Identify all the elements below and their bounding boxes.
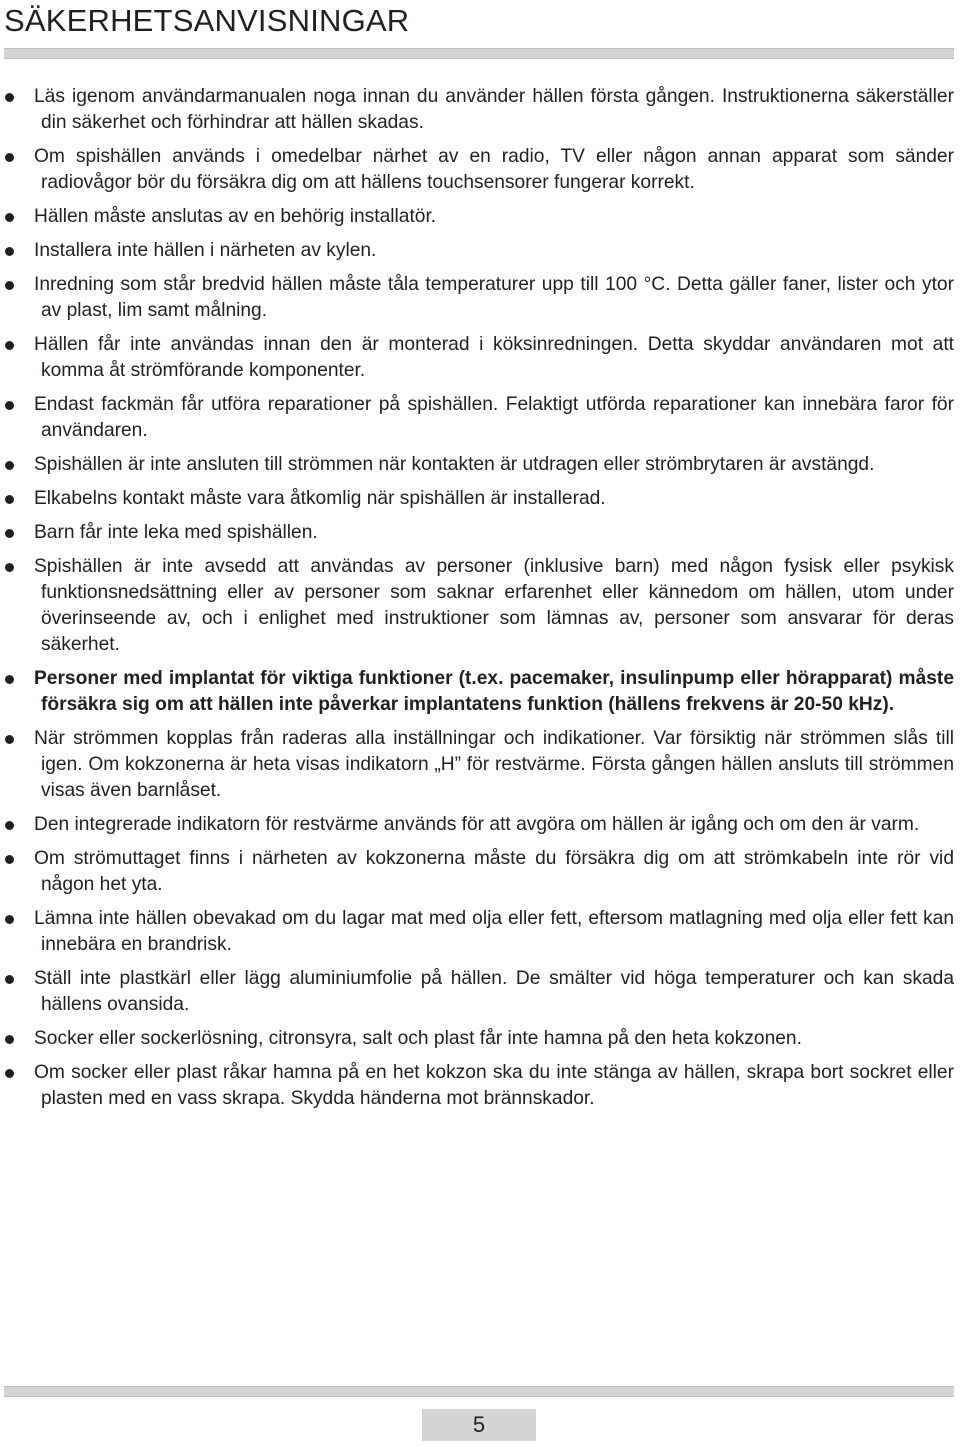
list-item [0, 272, 960, 324]
list-item [0, 84, 960, 136]
list-item-text: Spishällen är inte avsedd att användas av personer (inklusive barn) med någon fysisk eller psykisk funktionsnedsättning eller av personer som saknar erfarenhet eller kännedom om hällen, utom under överinseende av, och i enlighet med instruktioner som lämnas av, personer som ansvarar för deras säkerhet. [34, 556, 954, 655]
list-item [0, 144, 960, 196]
bullet-icon [5, 855, 14, 864]
list-item [0, 1026, 960, 1052]
list-item [0, 666, 960, 718]
bullet-icon [5, 735, 14, 744]
bullet-icon [5, 247, 14, 256]
list-item-text: Inredning som står bredvid hällen måste tåla temperaturer upp till 100 °C. Detta gäller faner, lister och ytor av plast, lim samt målning. [34, 274, 954, 321]
list-item-text: Elkabelns kontakt måste vara åtkomlig när spishällen är installerad. [34, 488, 606, 509]
list-item [0, 204, 960, 230]
header-rule [4, 48, 954, 59]
list-item-text: Lämna inte hällen obevakad om du lagar mat med olja eller fett, eftersom matlagning med olja eller fett kan innebära en brandrisk. [34, 908, 954, 955]
bullet-icon [5, 213, 14, 222]
bullet-icon [5, 675, 14, 684]
bullet-icon [5, 821, 14, 830]
list-item-text: Installera inte hällen i närheten av kylen. [34, 240, 377, 261]
page-title: SÄKERHETSANVISNINGAR [4, 3, 410, 38]
list-item [0, 520, 960, 546]
list-item [0, 966, 960, 1018]
bullet-icon [5, 341, 14, 350]
page-number: 5 [472, 1412, 486, 1437]
bullet-icon [5, 563, 14, 572]
list-item [0, 846, 960, 898]
list-item-text: Barn får inte leka med spishällen. [34, 522, 318, 543]
bullet-icon [5, 1035, 14, 1044]
list-item-text: Om spishällen används i omedelbar närhet av en radio, TV eller någon annan apparat som sänder radiovågor bör du försäkra dig om att hällens touchsensorer fungerar korrekt. [34, 146, 954, 193]
list-item [0, 1060, 960, 1112]
bullet-icon [5, 93, 14, 102]
page-number-box [422, 1409, 536, 1441]
list-item [0, 726, 960, 804]
bullet-icon [5, 281, 14, 290]
list-item-text: Hällen måste anslutas av en behörig installatör. [34, 206, 437, 227]
bullet-icon [5, 401, 14, 410]
list-item [0, 812, 960, 838]
bullet-icon [5, 529, 14, 538]
safety-instructions-list [0, 84, 960, 1120]
list-item [0, 392, 960, 444]
list-item [0, 906, 960, 958]
bullet-icon [5, 461, 14, 470]
list-item [0, 486, 960, 512]
list-item-text: Socker eller sockerlösning, citronsyra, salt och plast får inte hamna på den heta kokzonen. [34, 1028, 802, 1049]
list-item-text: Om socker eller plast råkar hamna på en het kokzon ska du inte stänga av hällen, skrapa bort sockret eller plasten med en vass skrapa. Skydda händerna mot brännskador. [34, 1062, 954, 1109]
list-item [0, 554, 960, 658]
list-item-text: Den integrerade indikatorn för restvärme används för att avgöra om hällen är igång och om den är varm. [34, 814, 920, 835]
list-item-text: Spishällen är inte ansluten till strömmen när kontakten är utdragen eller strömbrytaren är avstängd. [34, 454, 875, 475]
footer-rule [4, 1386, 954, 1397]
list-item-text: Hällen får inte användas innan den är monterad i köksinredningen. Detta skyddar användaren mot att komma åt strömförande komponenter. [34, 334, 954, 381]
bullet-icon [5, 1069, 14, 1078]
list-item-text: Endast fackmän får utföra reparationer på spishällen. Felaktigt utförda reparationer kan innebära faror för användaren. [34, 394, 954, 441]
bullet-icon [5, 975, 14, 984]
list-item-text: När strömmen kopplas från raderas alla inställningar och indikationer. Var försiktig när strömmen slås till igen. Om kokzonerna är heta visas indikatorn „H” för restvärme. Första gången hällen ansluts till strömmen visas även barnlåset. [34, 728, 954, 801]
bullet-icon [5, 495, 14, 504]
list-item [0, 238, 960, 264]
list-item [0, 332, 960, 384]
list-item-text: Läs igenom användarmanualen noga innan du använder hällen första gången. Instruktionerna säkerställer din säkerhet och förhindrar att hällen skadas. [34, 86, 954, 133]
list-item-text: Ställ inte plastkärl eller lägg aluminiumfolie på hällen. De smälter vid höga temperaturer och kan skada hällens ovansida. [34, 968, 954, 1015]
list-item-text: Personer med implantat för viktiga funktioner (t.ex. pacemaker, insulinpump eller hörapparat) måste försäkra sig om att hällen inte påverkar implantatens funktion (hällens frekvens är 20-50 kHz). [34, 668, 954, 715]
bullet-icon [5, 915, 14, 924]
list-item-text: Om strömuttaget finns i närheten av kokzonerna måste du försäkra dig om att strömkabeln inte rör vid någon het yta. [34, 848, 954, 895]
bullet-icon [5, 153, 14, 162]
list-item [0, 452, 960, 478]
